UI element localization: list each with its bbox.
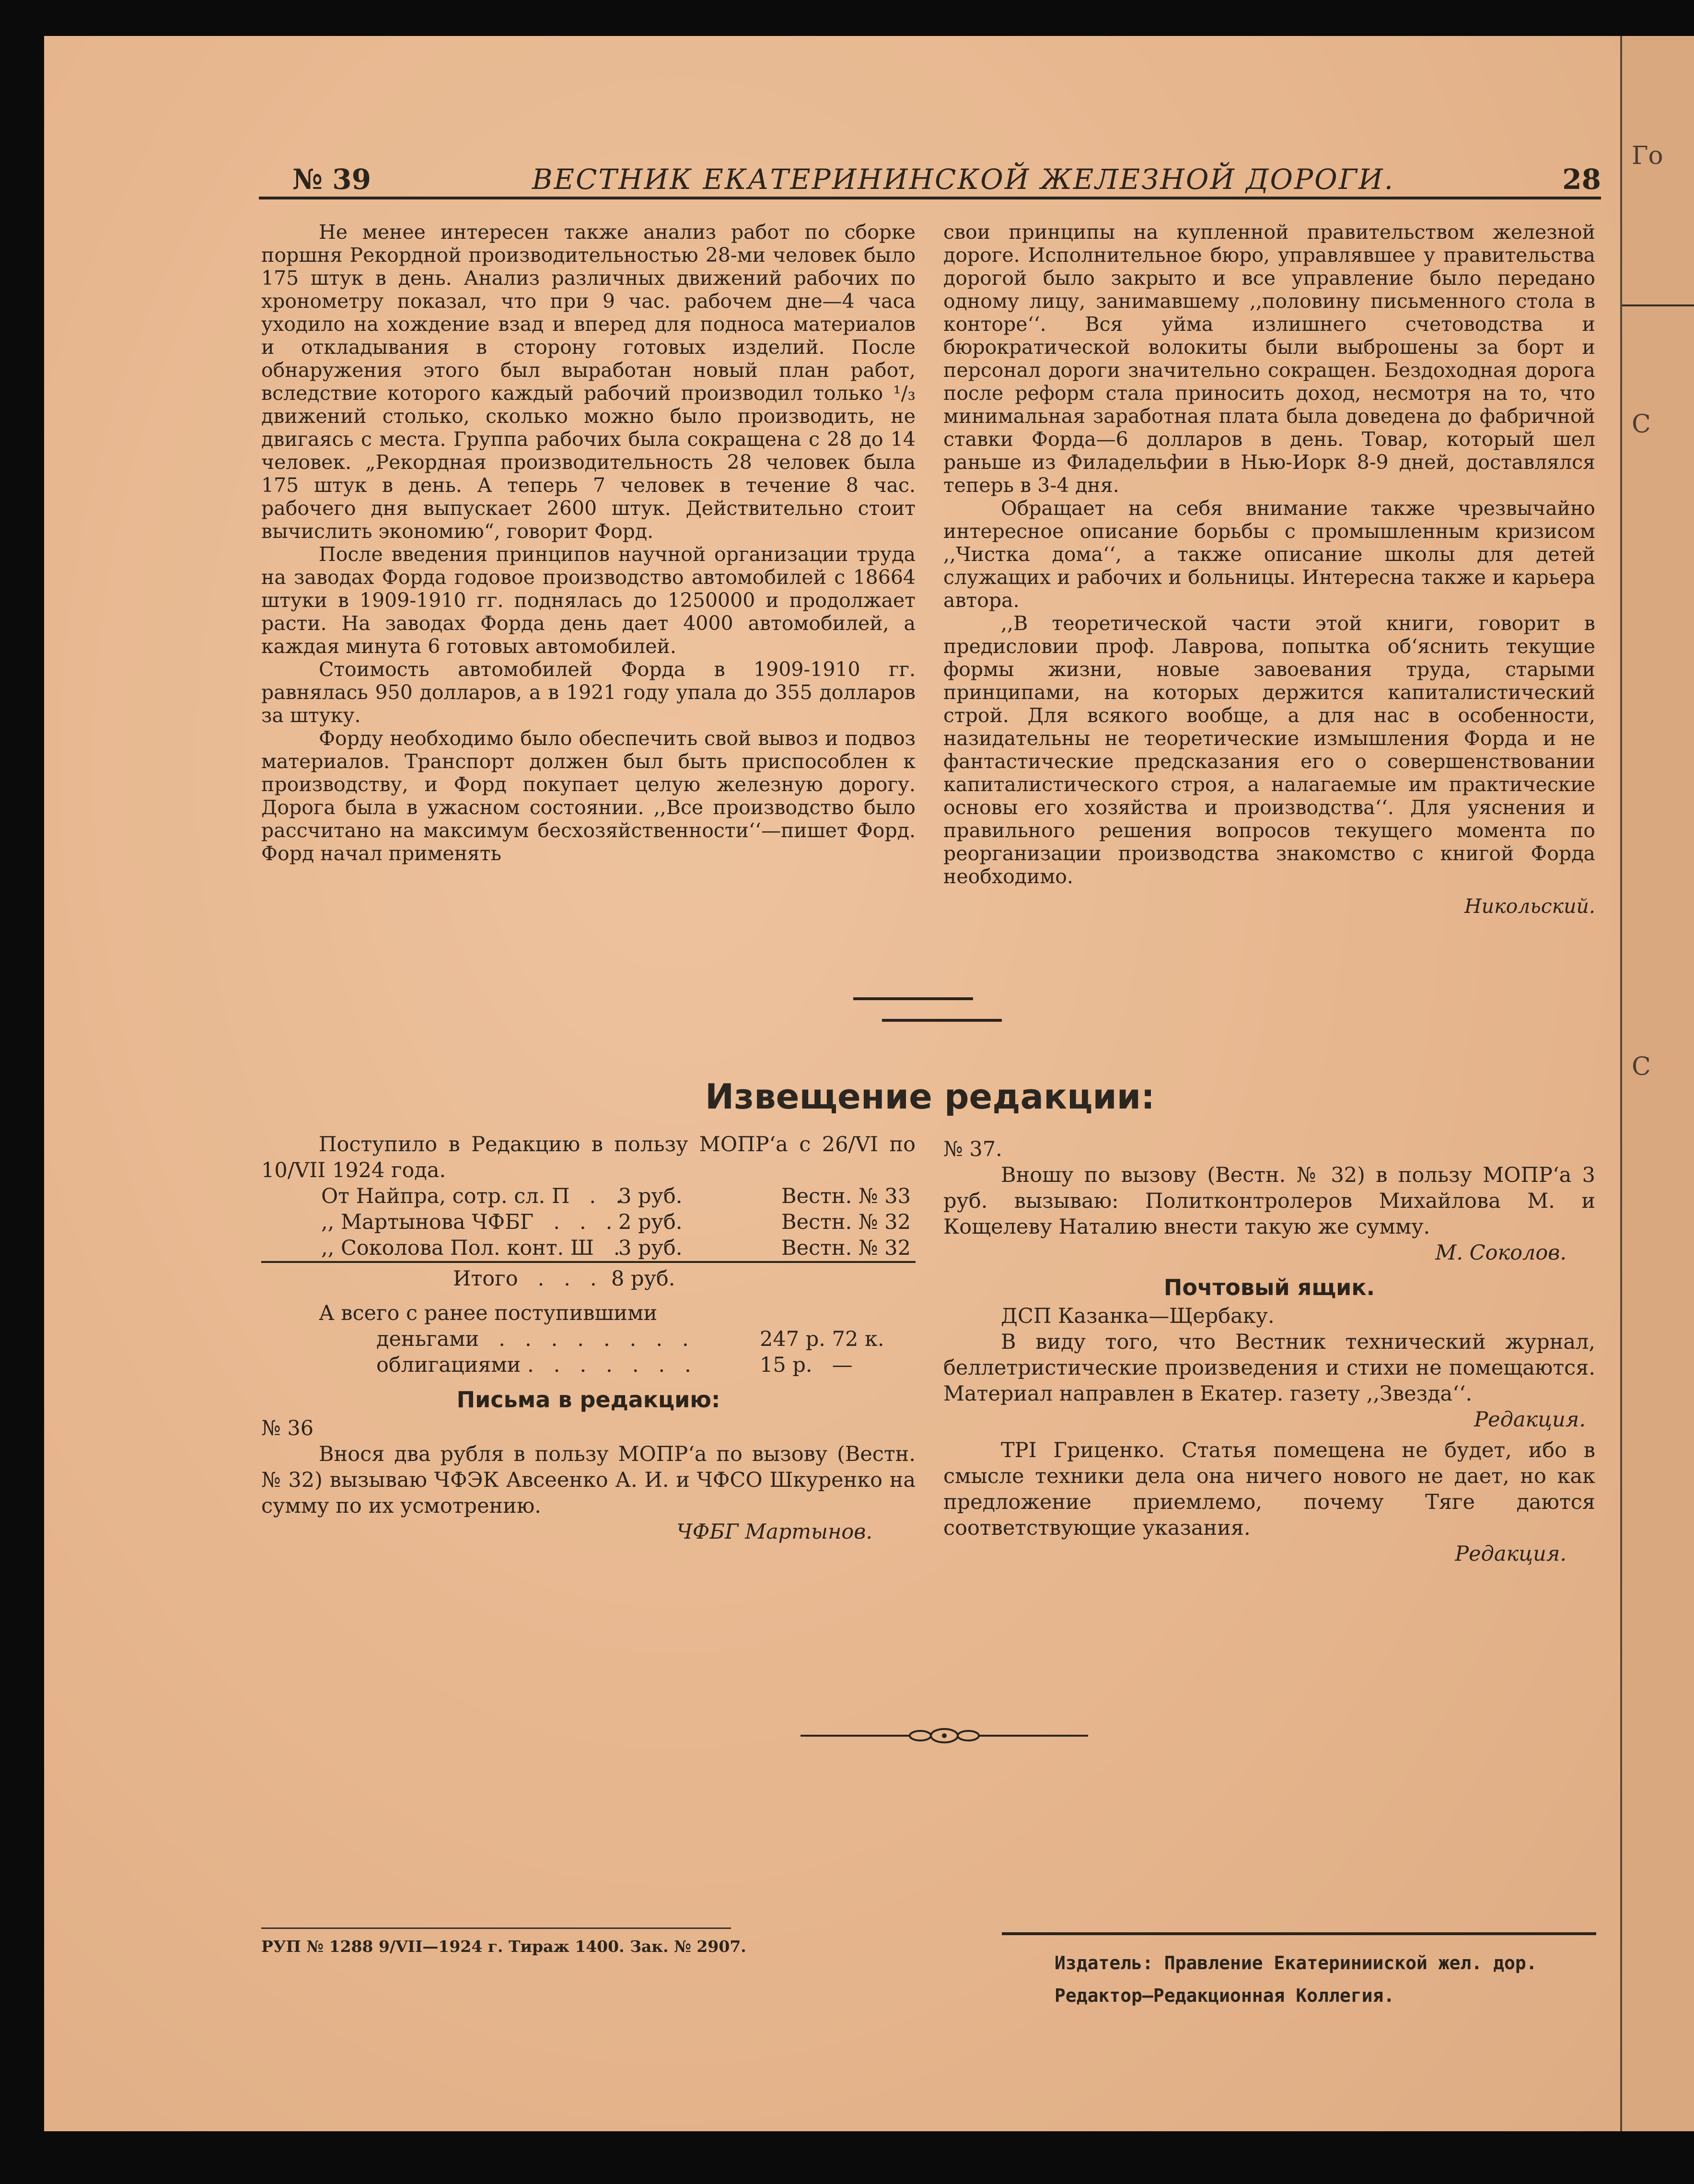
footer-rule-right (1002, 1932, 1596, 1935)
mailbox-heading: Почтовый ящик. (1163, 1274, 1375, 1300)
money-row: деньгами . . . . . . . . 247 р. 72 к. (376, 1327, 884, 1351)
letter-signature: М. Соколов. (1435, 1241, 1566, 1265)
newspaper-title: ВЕСТНИК ЕКАТЕРИНИНСКОЙ ЖЕЛЕЗНОЙ ДОРОГИ. (532, 163, 1395, 196)
article-signature: Никольский. (1464, 895, 1595, 918)
article-paragraph: Обращает на себя внимание также чрезвычайно интересное описание борьбы с промышленным кризисом ,,Чистка дома‘‘, а также описание школы для детей служащих и рабочих и больницы. Интересна также и карьера автора. (943, 497, 1595, 612)
donation-total: Итого . . . 8 руб. (453, 1267, 675, 1291)
adjacent-page-fragment: Го (1632, 141, 1663, 170)
mailbox-address: ДСП Казанка—Щербаку. (1001, 1304, 1275, 1328)
publisher-line: Издатель: Правление Екатеринииской жел. дор. (1055, 1952, 1537, 1974)
letter-number: № 37. (943, 1137, 1002, 1161)
donation-row: От Найпра, сотр. сл. П . . 3 руб. Вестн. № 33 (321, 1184, 911, 1208)
header-rule (259, 197, 1601, 199)
issue-number: № 39 (292, 163, 371, 196)
adjacent-page-edge (1620, 36, 1694, 2131)
letter-text: Вношу по вызову (Вестн. № 32) в пользу МОПР‘а 3 руб. вызываю: Политконтролеров Михайлова М. и Кощелеву Наталию внести такую же сумму. (943, 1163, 1595, 1239)
article-paragraph: Форду необходимо было обеспечить свой вывоз и подвоз материалов. Транспорт должен был быть приспособлен к производству, и Форд покупает целую железную дорогу. Дорога была в ужасном состоянии. ,,Все производство было рассчитано на максимум бесхозяйственности‘‘—пишет Форд. Форд начал применять (261, 727, 916, 865)
article-paragraph: свои принципы на купленной правительством железной дороге. Исполнительное бюро, управлявшее у правительства дорогой было закрыто и все управление было передано одному лицу, занимавшему ,,половину письменного стола в конторе‘‘. Вся уйма излишнего счетоводства и бюрократической волокиты были выброшены за борт и персонал дороги значительно сокращен. Бездоходная дорога после реформ стала приносить доход, несмотря на то, что минимальная заработная плата была доведена до фабричной ставки Форда—6 долларов в день. Товар, который шел раньше из Филадельфии в Нью-Иорк 8-9 дней, доставлялся теперь в 3-4 дня. (943, 221, 1595, 497)
adjacent-page-rule (1622, 304, 1694, 306)
adjacent-page-fragment: С (1632, 1052, 1651, 1081)
article-paragraph: Стоимость автомобилей Форда в 1909-1910 гг. равнялась 950 долларов, а в 1921 году упала до 355 долларов за штуку. (261, 658, 916, 727)
donation-intro: Поступило в Редакцию в пользу МОПР‘а с 26/VI по 10/VII 1924 года. (261, 1133, 916, 1182)
article-paragraph: ,,В теоретической части этой книги, говорит в предисловии проф. Лаврова, попытка об‘яснить текущие формы жизни, новые завоевания труда, старыми принципами, на которых держится капиталистический строй. Для всякого вообще, а для нас в особенности, назидательны не теоретические измышления Форда и не фантастические предсказания его о совершенствовании капиталистического строя, а налагаемые им практические основы его хозяйства и производства‘‘. Для уяснения и правильного решения вопросов текущего момента по реорганизации производства знакомство с книгой Форда необходимо. (943, 612, 1595, 888)
editor-line: Редактор—Редакционная Коллегия. (1055, 1985, 1395, 2006)
publisher-info (1055, 1947, 1537, 2012)
reply-text: ТРI Гриценко. Статья помещена не будет, ибо в смысле техники дела она ничего нового не дает, но как предложение приемлемо, почему Тяге даются соответствующие указания. (943, 1438, 1595, 1540)
donation-row: ,, Мартынова ЧФБГ . . . 2 руб. Вестн. № 32 (321, 1210, 911, 1234)
print-info: РУП № 1288 9/VII—1924 г. Тираж 1400. Зак. № 2907. (261, 1937, 746, 1956)
footer-rule-left (261, 1927, 731, 1929)
article-paragraph: После введения принципов научной организации труда на заводах Форда годовое производство автомобилей с 18664 штуки в 1909-1910 гг. поднялась до 1250000 и продолжает расти. На заводах Форда день дает 4000 автомобилей, а каждая минута 6 готовых автомобилей. (261, 543, 916, 658)
page-number: 28 (1562, 163, 1601, 196)
ornament-icon (801, 1726, 1088, 1745)
ornament-divider (801, 1726, 1088, 1751)
article-paragraph: Не менее интересен также анализ работ по сборке поршня Рекордной производительностью 28-ми человек было 175 штук в день. Анализ различных движений рабочих по хронометру показал, что при 9 час. рабочем дне—4 часа уходило на хождение взад и вперед для подноса материалов и откладывания в сторону готовых изделий. После обнаружения этого был выработан новый план работ, вследствие которого каждый рабочий производил только ¹/₃ движений столько, сколько можно было производить, не двигаясь с места. Группа рабочих была сокращена с 28 до 14 человек. „Рекордная производительность 28 человек была 175 штук в день. А теперь 7 человек в течение 8 час. рабочего дня выпускает 2600 штук. Действительно стоит вычислить экономию“, говорит Форд. (261, 221, 916, 543)
letter-signature: ЧФБГ Мартынов. (676, 1520, 872, 1544)
notice-column-left (261, 1132, 916, 1545)
earlier-label: А всего с ранее поступившими (319, 1301, 658, 1325)
letter-number: № 36 (261, 1416, 314, 1440)
donation-row: ,, Соколова Пол. конт. Ш . 3 руб. Вестн. № 32 (261, 1235, 916, 1263)
article-column-left (261, 221, 916, 865)
article-column-right (943, 221, 1595, 918)
mailbox-signature: Редакция. (1474, 1408, 1586, 1432)
reply-signature: Редакция. (1455, 1542, 1566, 1566)
bonds-row: облигациями . . . . . . . 15 р. — (376, 1353, 853, 1377)
notice-title: Извещение редакции: (705, 1076, 1155, 1117)
section-divider (853, 997, 973, 1000)
notice-column-right (943, 1132, 1595, 1567)
mailbox-text: В виду того, что Вестник технический журнал, беллетристические произведения и стихи не помещаются. Материал направлен в Екатер. газету ,,Звезда‘‘. (943, 1330, 1595, 1406)
section-divider (882, 1019, 1002, 1022)
letter-text: Внося два рубля в пользу МОПР‘а по вызову (Вестн. № 32) вызываю ЧФЭК Авсеенко А. И. и ЧФСО Шкуренко на сумму по их усмотрению. (261, 1442, 916, 1518)
letters-heading: Письма в редакцию: (456, 1387, 720, 1413)
page-header (259, 163, 1601, 201)
adjacent-page-fragment: С (1632, 410, 1651, 439)
